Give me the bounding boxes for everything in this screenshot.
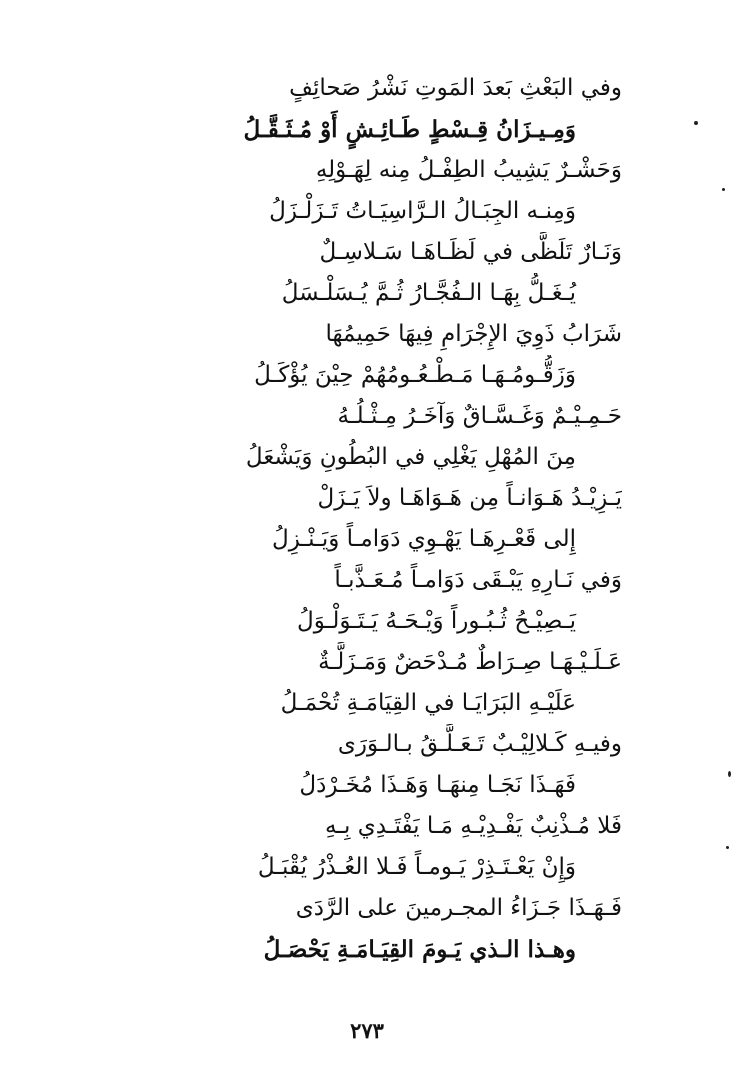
poem-line-5: وَنَـارٌ تَلَظَّى في لَظَـاهَـا سَـلاسِـلٌ (319, 239, 622, 265)
poem-line-19: فَلا مُـذْنِبٌ يَفْـدِيْـهِ مَـا يَفْتَـدِي بِـهِ (324, 813, 622, 839)
poem-line-15: عَـلَـيْـهَـا صِـرَاطٌ مُـدْحَضٌ وَمَـزَلَّـةٌ (318, 649, 622, 675)
scan-speck (728, 771, 731, 777)
scan-speck (726, 846, 729, 849)
poem-line-2: وَمِـيـزَانُ قِـسْطٍ طَـائِـشٍ أَوْ مُـثَـقَّـلُ (243, 116, 576, 143)
poem-line-1: وفي البَعْثِ بَعدَ المَوتِ نَشْرُ صَحائِفٍ (289, 75, 622, 101)
poem-line-14: يَـصِيْـحُ ثُـبُـوراً وَيْـحَـهُ يَـتَـوَلْـوَلُ (297, 608, 576, 634)
page-number: ٢٧٣ (350, 1018, 384, 1043)
poem-line-4: وَمِنـه الجِبَـالُ الـرَّاسِيَـاتُ تَـزَلْـزَلُ (269, 198, 576, 224)
poem-line-11: يَـزِيْـدُ هَـوَانـاً مِن هَـوَاهَـا ولاَ يَـزَلْ (317, 485, 622, 511)
poem-line-22: وهـذا الـذي يَـومَ القِيَـامَـةِ يَحْصَـلُ (263, 936, 576, 963)
poem-body (70, 68, 622, 970)
poem-line-16: عَلَيْـهِ البَرَايَـا في القِيَامَـةِ تُحْمَـلُ (280, 690, 576, 716)
poem-line-13: وَفي نَـارِهِ يَبْـقَى دَوَامـاً مُـعَـذَّبـاً (334, 567, 622, 593)
poem-line-21: فَـهَـذَا جَـزَاءُ المجـرمينَ على الرَّدَى (295, 895, 622, 921)
poem-line-10: مِنَ المُهْلِ يَغْلِي في البُطُونِ وَيَشْعَلُ (245, 444, 576, 470)
poem-line-12: إِلى قَعْـرِهَـا يَهْـوِي دَوَامـاً وَيَـنْـزِلُ (272, 526, 576, 552)
poem-line-7: شَرَابُ ذَوِيَ الإِجْرَامِ فِيهَا حَمِيمُهَا (325, 321, 622, 347)
poem-line-3: وَحَشْـرٌ يَشِيبُ الطِفْـلُ مِنه لِهَـوْلِهِ (315, 157, 622, 183)
scan-speck (722, 188, 725, 191)
poem-line-6: يُـغَـلُّ بِهَـا الـفُجَّـارُ ثُـمَّ يُـسَلْـسَلُ (281, 280, 576, 306)
poem-line-20: وَإِنْ يَعْـتَـذِرْ يَـومـاً فَـلا العُـذْرُ يُقْبَـلُ (257, 854, 576, 880)
poem-line-8: وَزَقُّـومُـهَـا مَـطْـعُـومُهُمْ حِيْنَ يُؤْكَـلُ (254, 362, 576, 388)
poem-line-9: حَـمِـيْـمٌ وَغَـسَّـاقٌ وَآخَـرُ مِـثْـلُـهُ (337, 403, 622, 429)
poem-line-18: فَهَـذَا نَجَـا مِنهَـا وَهَـذَا مُخَـرْدَلُ (299, 772, 576, 798)
poem-line-17: وفيـهِ كَـلالِيْـبٌ تَـعَـلَّـقُ بـالـوَرَى (337, 731, 622, 757)
scan-speck (694, 121, 698, 125)
